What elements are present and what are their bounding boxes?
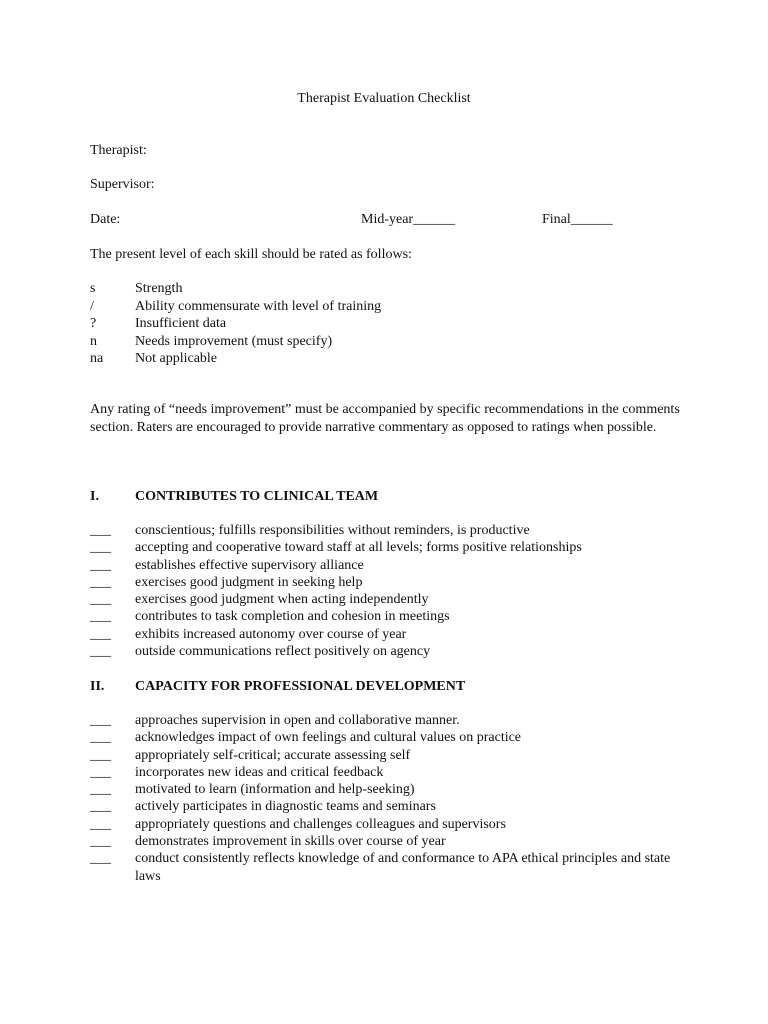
checklist-item [90,798,690,815]
section-items [90,712,690,885]
rating-blank[interactable]: ___ [90,851,111,867]
improvement-note: Any rating of “needs improvement” must be accompanied by specific recommendations in the comments section. Raters are encouraged to provide narrative commentary as opposed to ratings when possible. [90,402,680,435]
checklist-item [90,539,690,556]
rating-blank[interactable]: ___ [90,747,111,763]
checklist-item [90,608,690,625]
legend-code: s [90,281,96,296]
rating-blank[interactable]: ___ [90,834,111,850]
rating-blank[interactable]: ___ [90,782,111,798]
section-number: I. [90,489,99,504]
legend-row [90,298,690,316]
checklist-item [90,816,690,833]
checklist-item [90,729,690,746]
section-heading [90,678,465,696]
item-text: exhibits increased autonomy over course of year [135,626,407,642]
section-title: CAPACITY FOR PROFESSIONAL DEVELOPMENT [135,679,466,694]
rating-blank[interactable]: ___ [90,644,111,660]
rating-blank[interactable]: ___ [90,816,111,832]
document-title: Therapist Evaluation Checklist [297,91,471,106]
checklist-item [90,522,690,539]
legend-text: Strength [135,281,183,296]
legend-code: ? [90,316,97,331]
checklist-item [90,747,690,764]
rating-blank[interactable]: ___ [90,574,111,590]
item-text: demonstrates improvement in skills over course of year [135,834,446,850]
legend-code: na [90,351,104,366]
rating-blank[interactable]: ___ [90,540,111,556]
checklist-item [90,643,690,660]
therapist-label: Therapist: [90,143,147,158]
item-text: exercises good judgment in seeking help [135,574,363,590]
date-label: Date: [90,212,121,227]
rating-blank[interactable]: ___ [90,592,111,608]
item-text: acknowledges impact of own feelings and cultural values on practice [135,730,522,746]
item-text: accepting and cooperative toward staff at all levels; forms positive relationships [135,540,582,556]
section-title: CONTRIBUTES TO CLINICAL TEAM [135,489,379,504]
legend-code: / [90,298,94,314]
checklist-item [90,850,690,885]
checklist-item [90,557,690,574]
legend-text: Insufficient data [135,316,227,331]
rating-blank[interactable]: ___ [90,713,111,728]
item-text: appropriately questions and challenges colleagues and supervisors [135,816,506,832]
final-field[interactable]: Final______ [542,212,613,227]
checklist-item [90,591,690,608]
item-text: motivated to learn (information and help-seeking) [135,782,415,798]
item-text: exercises good judgment when acting independently [135,592,429,608]
legend-text: Ability commensurate with level of training [135,298,382,314]
item-text: actively participates in diagnostic teams and seminars [135,799,436,815]
section-heading [90,488,378,506]
section-number: II. [90,679,105,694]
checklist-item [90,712,690,729]
checklist-item [90,781,690,798]
item-text: contributes to task completion and cohesion in meetings [135,609,450,625]
checklist-item [90,626,690,643]
rating-blank[interactable]: ___ [90,609,111,625]
item-text: outside communications reflect positively on agency [135,644,431,660]
legend-row [90,333,690,351]
item-text: incorporates new ideas and critical feedback [135,764,384,780]
item-text: conscientious; fulfills responsibilities without reminders, is productive [135,523,530,538]
item-text: appropriately self-critical; accurate assessing self [135,747,411,763]
rating-blank[interactable]: ___ [90,557,111,573]
rating-blank[interactable]: ___ [90,626,111,642]
legend-code: n [90,333,97,349]
item-text: establishes effective supervisory alliance [135,557,364,573]
rating-legend [90,280,690,368]
legend-row [90,280,690,298]
legend-text: Not applicable [135,351,218,366]
rating-blank[interactable]: ___ [90,764,111,780]
midyear-field[interactable]: Mid-year______ [361,212,456,227]
section-items [90,522,690,660]
checklist-item [90,764,690,781]
checklist-item [90,574,690,591]
item-text: conduct consistently reflects knowledge of and conformance to APA ethical principles and state laws [135,851,671,884]
legend-row [90,350,690,368]
checklist-item [90,833,690,850]
rating-blank[interactable]: ___ [90,523,111,538]
legend-row [90,315,690,333]
item-text: approaches supervision in open and collaborative manner. [135,713,460,728]
rating-blank[interactable]: ___ [90,730,111,746]
rating-intro: The present level of each skill should be rated as follows: [90,247,412,262]
legend-text: Needs improvement (must specify) [135,333,333,349]
supervisor-label: Supervisor: [90,177,155,192]
rating-blank[interactable]: ___ [90,799,111,815]
